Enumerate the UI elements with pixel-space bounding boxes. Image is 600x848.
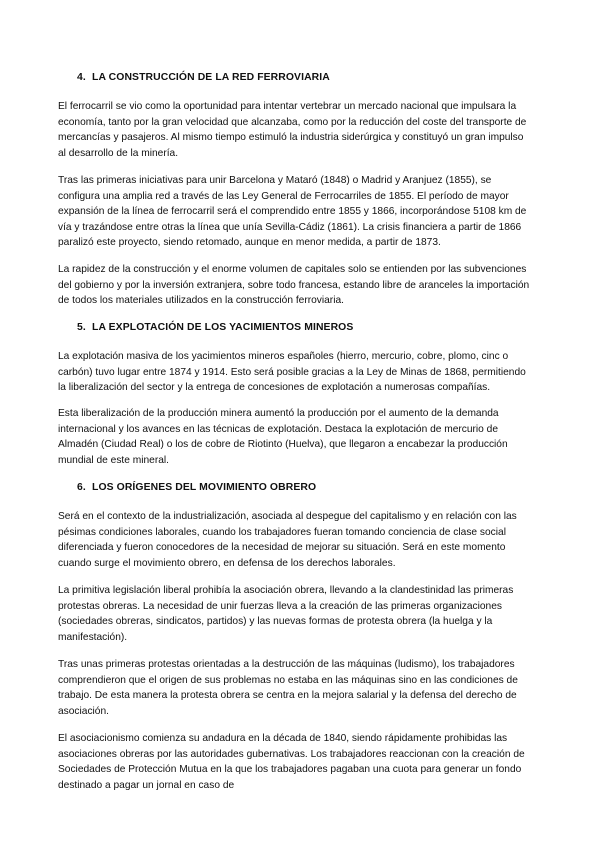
section-6-paragraph-1: Será en el contexto de la industrialización, asociada al despegue del capitalismo y en relación con las pésimas condiciones laborales, cuando los trabajadores fueran tomando conciencia de clase social diferenciada y fueron conocedores de la necesidad de mejorar su situación. Será en este momento cuando surge el movimiento obrero, en defensa de los derechos laborales. [58, 511, 517, 569]
section-6-paragraph-4: El asociacionismo comienza su andadura en la década de 1840, siendo rápidamente prohibidas las asociaciones obreras por las autoridades gubernativas. Los trabajadores reaccionan con la creación de Sociedades de Protección Mutua en la que los trabajadores pagaban una cuota para generar un fondo destinado a pagar un jornal en caso de [58, 733, 525, 791]
section-6-paragraph-2: La primitiva legislación liberal prohibía la asociación obrera, llevando a la clandestinidad las primeras protestas obreras. La necesidad de unir fuerzas lleva a la creación de las primeras organizaciones (sociedades obreras, sindicatos, partidos) y las nuevas formas de protesta obrera (la huelga y la manifestación). [58, 585, 514, 643]
section-4-heading [77, 72, 330, 83]
section-4-paragraph-2: Tras las primeras iniciativas para unir Barcelona y Mataró (1848) o Madrid y Aranjuez (1855), se configura una amplia red a través de las Ley General de Ferrocarriles de 1855. El período de mayor expansión de la línea de ferrocarril será el comprendido entre 1855 y 1866, incorporándose 5108 km de vía y trazándose entre otras la línea que unía Sevilla-Cádiz (1861). La crisis financiera a partir de 1866 paralizó este proyecto, siendo retomado, aunque en menor medida, a partir de 1873. [58, 175, 527, 249]
section-6-title: LOS ORÍGENES DEL MOVIMIENTO OBRERO [92, 482, 317, 493]
section-4-title: LA CONSTRUCCIÓN DE LA RED FERROVIARIA [92, 72, 330, 83]
section-4-number: 4. [77, 72, 86, 83]
section-4-paragraph-1: El ferrocarril se vio como la oportunidad para intentar vertebrar un mercado nacional que impulsara la economía, tanto por la gran velocidad que alcanzaba, como por la reducción del coste del transporte de mercancías y pasajeros. Al mismo tiempo estimuló la industria siderúrgica y constituyó un gran impulso al desarrollo de la minería. [58, 101, 527, 159]
section-5-paragraph-1: La explotación masiva de los yacimientos mineros españoles (hierro, mercurio, cobre, plomo, cinc o carbón) tuvo lugar entre 1874 y 1914. Esto será posible gracias a la Ley de Minas de 1868, permitiendo la liberalización del sector y la entrega de concesiones de explotación a numerosas compañías. [58, 351, 526, 394]
section-5-heading [77, 322, 353, 333]
section-5-paragraph-2: Esta liberalización de la producción minera aumentó la producción por el aumento de la demanda internacional y los avances en las técnicas de explotación. Destaca la explotación de mercurio de Almadén (Ciudad Real) o los de cobre de Riotinto (Huelva), que llegaron a encabezar la producción mundial de este mineral. [58, 408, 508, 466]
section-6-number: 6. [77, 482, 86, 493]
section-4-paragraph-3: La rapidez de la construcción y el enorme volumen de capitales solo se entienden por las subvenciones del gobierno y por la inversión extranjera, sobre todo francesa, estando libre de aranceles la importación de todos los materiales utilizados en la construcción ferroviaria. [58, 264, 530, 307]
section-6-heading [77, 482, 316, 493]
section-5-title: LA EXPLOTACIÓN DE LOS YACIMIENTOS MINEROS [92, 322, 354, 333]
section-5-number: 5. [77, 322, 86, 333]
section-6-paragraph-3: Tras unas primeras protestas orientadas a la destrucción de las máquinas (ludismo), los trabajadores comprendieron que el origen de sus problemas no estaba en las máquinas sino en las condiciones de trabajo. De esta manera la protesta obrera se centra en la mejora salarial y la defensa del derecho de asociación. [58, 659, 518, 717]
